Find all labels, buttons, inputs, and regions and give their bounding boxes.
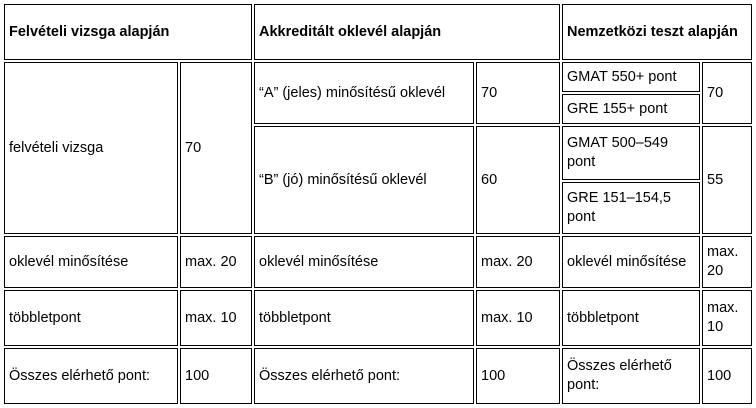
extra-points-col2: max. 10 bbox=[476, 290, 560, 346]
qualification-points-col3: max. 20 bbox=[702, 236, 752, 288]
header-admission-exam: Felvételi vizsga alapján bbox=[4, 4, 252, 60]
header-accredited-diploma: Akkreditált oklevél alapján bbox=[254, 4, 560, 60]
intl-high-points: 70 bbox=[702, 62, 752, 124]
extra-points-col3: max. 10 bbox=[702, 290, 752, 346]
qualification-points-col1: max. 20 bbox=[180, 236, 252, 288]
total-label-col3: Összes elérhető pont: bbox=[562, 348, 700, 404]
total-points-col3: 100 bbox=[702, 348, 752, 404]
gre-mid-label: GRE 151–154,5 pont bbox=[562, 182, 700, 234]
gmat-high-label: GMAT 550+ pont bbox=[562, 62, 700, 92]
gre-high-label: GRE 155+ pont bbox=[562, 94, 700, 124]
extra-label-col1: többletpont bbox=[4, 290, 178, 346]
total-label-col2: Összes elérhető pont: bbox=[254, 348, 474, 404]
qualification-label-col2: oklevél minősítése bbox=[254, 236, 474, 288]
header-international-test: Nemzetközi teszt alapján bbox=[562, 4, 752, 60]
diploma-a-points: 70 bbox=[476, 62, 560, 124]
exam-label: felvételi vizsga bbox=[4, 62, 178, 234]
exam-points: 70 bbox=[180, 62, 252, 234]
qualification-points-col2: max. 20 bbox=[476, 236, 560, 288]
total-points-col1: 100 bbox=[180, 348, 252, 404]
diploma-b-points: 60 bbox=[476, 126, 560, 234]
qualification-label-col1: oklevél minősítése bbox=[4, 236, 178, 288]
extra-points-col1: max. 10 bbox=[180, 290, 252, 346]
diploma-a-label: “A” (jeles) minősítésű oklevél bbox=[254, 62, 474, 124]
extra-label-col2: többletpont bbox=[254, 290, 474, 346]
total-points-col2: 100 bbox=[476, 348, 560, 404]
intl-mid-points: 55 bbox=[702, 126, 752, 234]
qualification-label-col3: oklevél minősítése bbox=[562, 236, 700, 288]
diploma-b-label: “B” (jó) minősítésű oklevél bbox=[254, 126, 474, 234]
extra-label-col3: többletpont bbox=[562, 290, 700, 346]
total-label-col1: Összes elérhető pont: bbox=[4, 348, 178, 404]
gmat-mid-label: GMAT 500–549 pont bbox=[562, 126, 700, 180]
